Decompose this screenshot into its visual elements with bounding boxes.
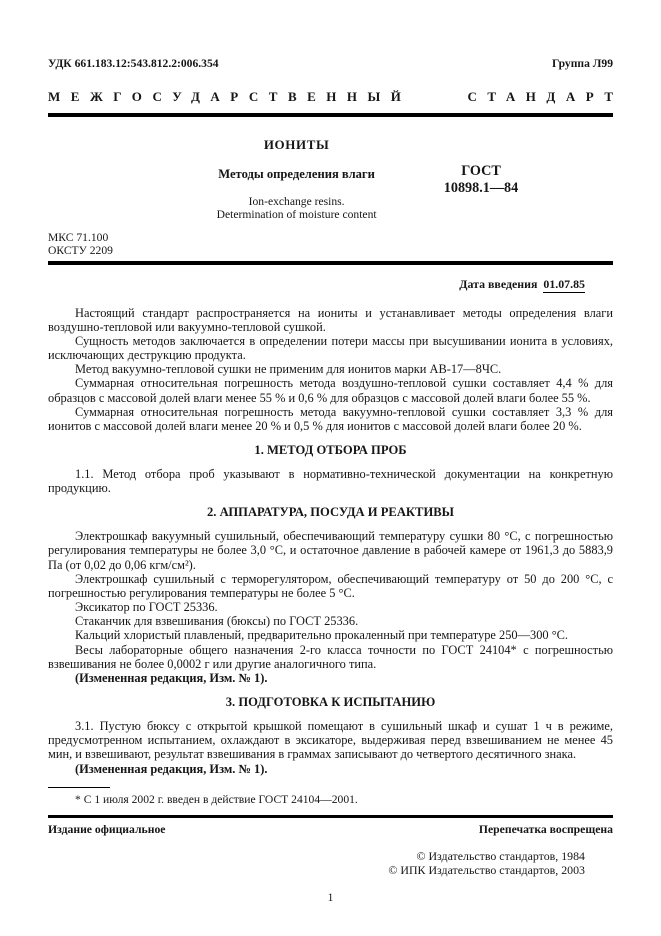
copyright-line-2003: © ИПК Издательство стандартов, 2003 [388, 862, 585, 877]
document-subtitle: Методы определения влаги [218, 167, 375, 181]
section-2-paragraph: Эксикатор по ГОСТ 25336. [75, 600, 218, 615]
section-2-paragraph: Весы лабораторные общего назначения 2-го класса точности по ГОСТ 24104* с погрешностью взвешивания не более 0,0002 г или другие аналогичного типа. [48, 642, 613, 671]
effective-date-value: 01.07.85 [543, 276, 585, 291]
mks-code: МКС 71.100 [48, 231, 109, 245]
title-divider [48, 261, 613, 265]
footnote-text: * С 1 июля 2002 г. введен в действие ГОСТ 24104—2001. [75, 793, 358, 807]
footer-row [48, 823, 613, 836]
section-3-heading: 3. ПОДГОТОВКА К ИСПЫТАНИЮ [225, 695, 436, 710]
footnote-divider [48, 787, 110, 789]
gost-label: ГОСТ [461, 163, 501, 179]
section-1-heading: 1. МЕТОД ОТБОРА ПРОБ [254, 443, 407, 457]
standard-type-word-2: СТАНДАРТ [467, 89, 624, 104]
footer-divider [48, 815, 613, 818]
gost-number: 10898.1—84 [443, 179, 519, 196]
effective-date [48, 277, 585, 292]
footnote-block [48, 787, 613, 807]
title-english-line2: Determination of moisture content [216, 208, 377, 222]
standard-type-word-1: МЕЖГОСУДАРСТВЕННЫЙ [48, 89, 412, 104]
intro-paragraph: Суммарная относительная погрешность метода воздушно-тепловой сушки составляет 4,4 % для образцов с массовой долей влаги менее 55 % и 0,6 % для образцов с массовой долей влаги более 55 %. [48, 376, 613, 405]
udk-code: УДК 661.183.12:543.812.2:006.354 [48, 57, 219, 70]
section-2-heading: 2. АППАРАТУРА, ПОСУДА И РЕАКТИВЫ [206, 505, 455, 520]
section-3-amendment-note: (Измененная редакция, Изм. № 1). [75, 761, 268, 776]
section-2-paragraph: Электрошкаф вакуумный сушильный, обеспечивающий температуру сушки 80 °С, с погрешностью регулирования температуры не более 3,0 °С, и остаточное давление в рабочей камере от 1961,3 до 5883,9 Па (от 0,02 до 0,06 кгм/см²). [48, 529, 613, 572]
reprint-prohibited-label: Перепечатка воспрещена [478, 822, 613, 836]
gost-designation [401, 163, 561, 196]
intro-paragraph: Настоящий стандарт распространяется на иониты и устанавливает методы определения влаги воздушно-тепловой или вакуумно-тепловой сушкой. [48, 305, 613, 334]
document-title: ИОНИТЫ [263, 137, 330, 152]
intro-paragraph: Метод вакуумно-тепловой сушки не применим для ионитов марки АВ-17—8ЧС. [75, 362, 502, 377]
okstu-code: ОКСТУ 2209 [48, 244, 113, 257]
effective-date-label: Дата введения [459, 276, 538, 291]
group-code: Группа Л99 [551, 57, 613, 70]
section-2-paragraph: Электрошкаф сушильный с терморегулятором, обеспечивающий температуру от 50 до 200 °С, с погрешностью регулирования температуры не более 5 °С. [48, 571, 613, 600]
section-2-amendment-note: (Измененная редакция, Изм. № 1). [75, 670, 268, 685]
section-3-paragraph: 3.1. Пустую бюксу с открытой крышкой помещают в сушильный шкаф и сушат 1 ч в режиме, предусмотренном испытанием, охлаждают в эксикаторе, выдерживая перед взвешиванием не менее 45 мин, и взвешивают, результат взвешивания в граммах записывают до четвертого десятичного знака. [48, 719, 613, 762]
header-divider [48, 113, 613, 117]
title-block [48, 137, 613, 221]
section-1-paragraph: 1.1. Метод отбора проб указывают в нормативно-технической документации на конкретную продукцию. [48, 467, 613, 496]
intro-paragraph: Суммарная относительная погрешность метода вакуумно-тепловой сушки составляет 3,3 % для ионитов с массовой долей влаги менее 20 % и 0,5 % для ионитов с массовой долей влаги более 20 %. [48, 404, 613, 433]
section-2-paragraph: Кальций хлористый плавленый, предварительно прокаленный при температуре 250—300 °С. [75, 628, 569, 643]
official-edition-label: Издание официальное [48, 822, 166, 836]
title-english [48, 195, 545, 221]
intro-paragraph: Сущность методов заключается в определении потери массы при высушивании ионита в условиях, исключающих деструкцию продукта. [48, 333, 613, 363]
codes-block [48, 232, 613, 257]
page-number: 1 [327, 891, 334, 904]
title-english-line1: Ion-exchange resins. [248, 195, 345, 208]
section-2-paragraph: Стаканчик для взвешивания (бюксы) по ГОСТ 25336. [75, 614, 359, 629]
copyright-line-1984: © Издательство стандартов, 1984 [416, 848, 585, 863]
copyright-block [48, 849, 585, 877]
classification-row [48, 57, 613, 70]
standard-type-heading [48, 89, 624, 105]
